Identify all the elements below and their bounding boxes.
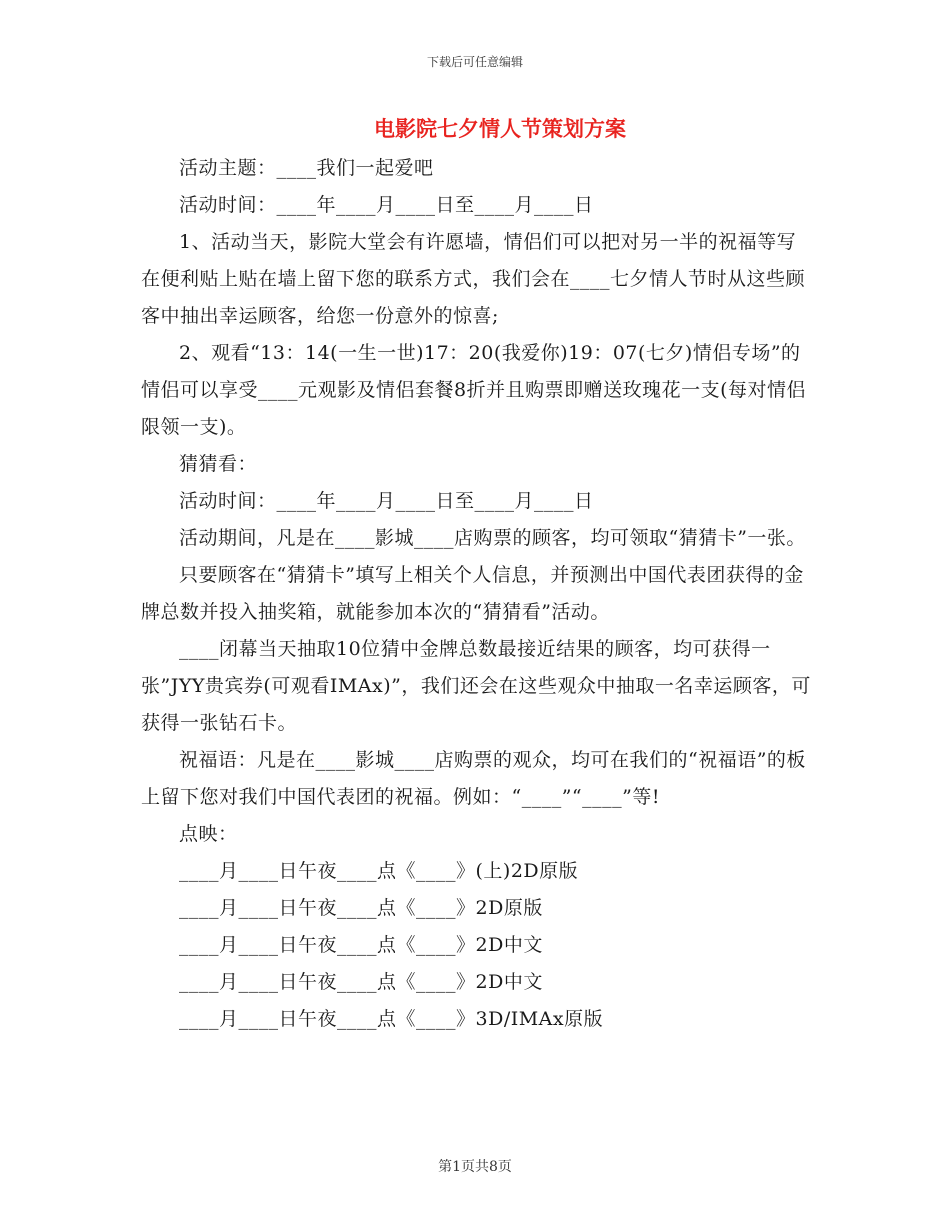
paragraph-couple-session: 2、观看“13：14(一生一世)17：20(我爱你)19：07(七夕)情侣专场”的情侣可以享受____元观影及情侣套餐8折并且购票即赠送玫瑰花一支(每对情侣限领一支)。 <box>141 342 807 438</box>
paragraph-time: 活动时间：____年____月____日至____月____日 <box>179 194 594 216</box>
screening-item-1: ____月____日午夜____点《____》(上)2D原版 <box>179 860 579 882</box>
download-note: 下载后可任意编辑 <box>426 55 523 69</box>
page-number: 第1页共8页 <box>438 1159 512 1175</box>
screening-item-2: ____月____日午夜____点《____》2D原版 <box>179 897 543 919</box>
screening-item-3: ____月____日午夜____点《____》2D中文 <box>179 934 543 956</box>
screening-item-5: ____月____日午夜____点《____》3D/IMAx原版 <box>179 1008 604 1030</box>
paragraph-guess-prize: ____闭幕当天抽取10位猜中金牌总数最接近结果的顾客，均可获得一张”JYY贵宾券(可观看IMAx)”，我们还会在这些观众中抽取一名幸运顾客，可获得一张钻石卡。 <box>141 638 811 734</box>
screening-item-4: ____月____日午夜____点《____》2D中文 <box>179 971 543 993</box>
paragraph-wish-wall: 1、活动当天，影院大堂会有许愿墙，情侣们可以把对另一半的祝福等写在便利贴上贴在墙上留下您的联系方式，我们会在____七夕情人节时从这些顾客中抽出幸运顾客，给您一份意外的惊喜; <box>141 231 806 327</box>
document-body <box>141 150 813 1038</box>
paragraph-guess-time: 活动时间：____年____月____日至____月____日 <box>179 490 594 512</box>
paragraph-guess-heading: 猜猜看： <box>179 453 258 475</box>
paragraph-blessing: 祝福语：凡是在____影城____店购票的观众，均可在我们的“祝福语”的板上留下您对我们中国代表团的祝福。例如：“____”“____”等! <box>141 749 806 808</box>
paragraph-guess-card: 活动期间，凡是在____影城____店购票的顾客，均可领取“猜猜卡”一张。 <box>179 527 806 549</box>
paragraph-screening-heading: 点映： <box>179 823 238 845</box>
document-title: 电影院七夕情人节策划方案 <box>374 116 626 141</box>
paragraph-theme: 活动主题：____我们一起爱吧 <box>179 157 434 179</box>
paragraph-guess-rules: 只要顾客在“猜猜卡”填写上相关个人信息，并预测出中国代表团获得的金牌总数并投入抽奖箱，就能参加本次的“猜猜看”活动。 <box>141 564 804 623</box>
